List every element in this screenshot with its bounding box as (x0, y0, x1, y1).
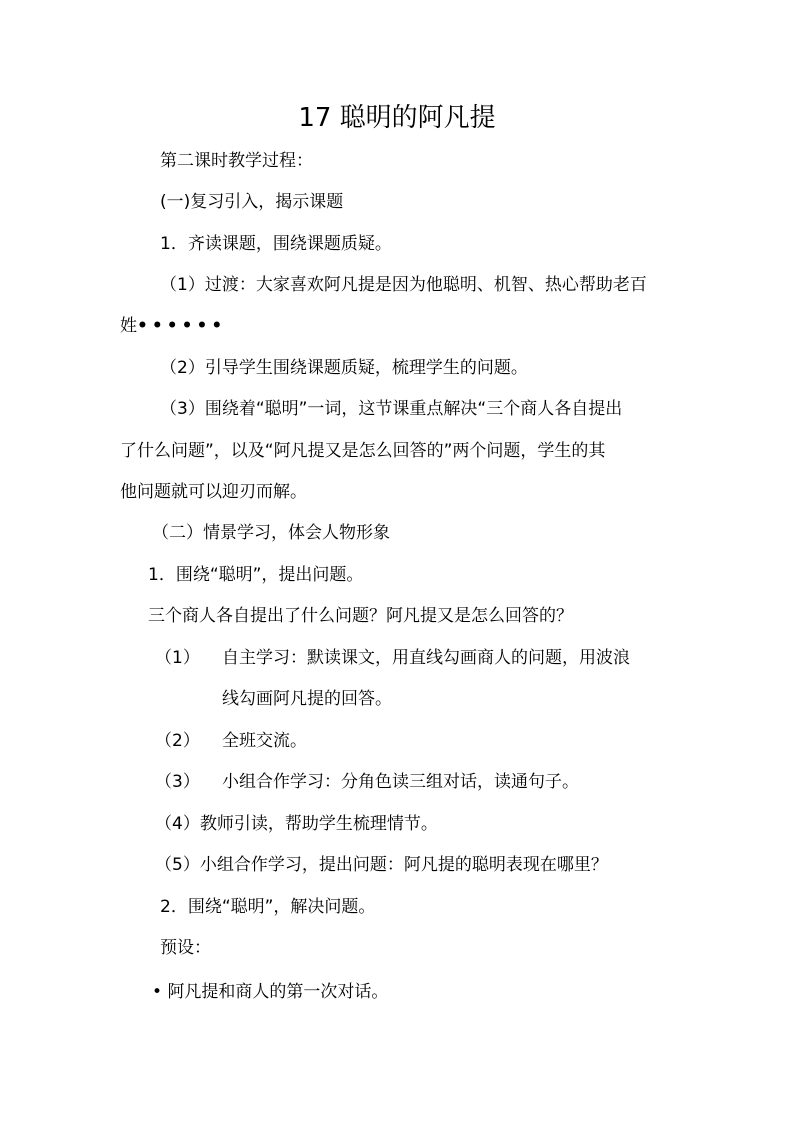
part2-sub5: （5）小组合作学习，提出问题：阿凡提的聪明表现在哪里？ (155, 855, 608, 875)
part2-sub2-num: （2） (155, 731, 200, 751)
page-title: 17 聪明的阿凡提 (298, 103, 496, 133)
preset-label: 预设： (160, 938, 211, 958)
part1-item1: 1．齐读课题，围绕课题质疑。 (160, 234, 392, 254)
part2-sub1-num: （1） (155, 648, 200, 668)
part2-question: 三个商人各自提出了什么问题？阿凡提又是怎么回答的？ (148, 606, 573, 626)
part1-sub3-line3: 他问题就可以迎刃而解。 (120, 482, 307, 502)
part1-sub1-line2 (120, 314, 226, 338)
part2-sub1-line2: 线勾画阿凡提的回答。 (222, 689, 392, 709)
part2-sub1-line1: 自主学习：默读课文，用直线勾画商人的问题，用波浪 (222, 648, 630, 668)
bullet-item-text: 阿凡提和商人的第一次对话。 (167, 982, 389, 1002)
part2-item1: 1．围绕“聪明”，提出问题。 (148, 565, 364, 585)
section-intro: 第二课时教学过程： (160, 151, 313, 171)
part1-sub2: （2）引导学生围绕课题质疑，梳理学生的问题。 (160, 358, 528, 378)
part2-sub3-text: 小组合作学习：分角色读三组对话，读通句子。 (222, 772, 579, 792)
part1-heading: (一)复习引入，揭示课题 (160, 192, 344, 212)
part2-sub3-num: （3） (155, 772, 200, 792)
part1-sub3-line2: 了什么问题”，以及“阿凡提又是怎么回答的”两个问题，学生的其 (120, 441, 606, 461)
part1-sub1-line1: （1）过渡：大家喜欢阿凡提是因为他聪明、机智、热心帮助老百 (160, 275, 647, 295)
part2-sub4: （4）教师引读，帮助学生梳理情节。 (155, 814, 438, 834)
bullet-list-item (152, 980, 388, 1004)
part1-sub1-line2-text: 姓 (120, 316, 137, 336)
ellipsis-dots: •••••• (137, 316, 227, 336)
part2-sub2-text: 全班交流。 (222, 731, 307, 751)
part1-sub3-line1: （3）围绕着“聪明”一词，这节课重点解决“三个商人各自提出 (160, 399, 623, 419)
part2-item2: 2．围绕“聪明”，解决问题。 (160, 897, 376, 917)
part2-heading: （二）情景学习，体会人物形象 (152, 523, 390, 543)
bullet-icon: • (152, 982, 163, 1002)
